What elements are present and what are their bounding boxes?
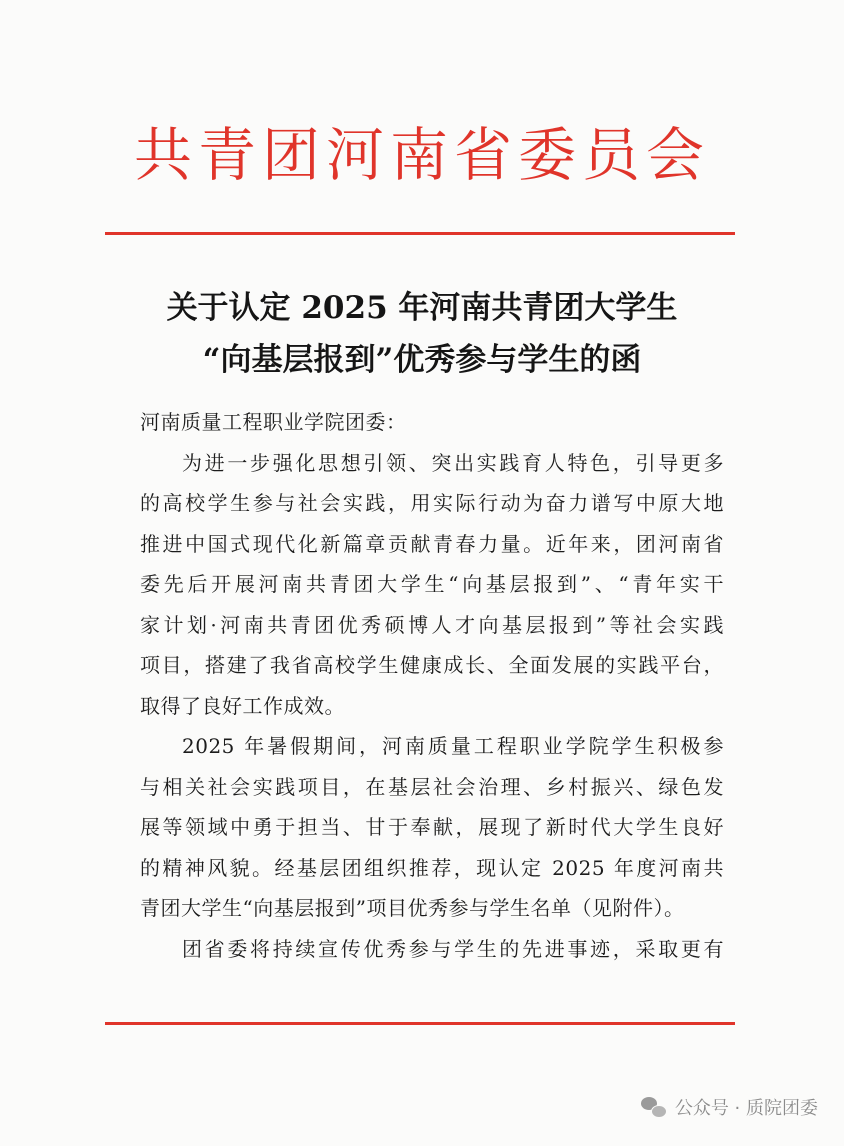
salutation: 河南质量工程职业学院团委：: [140, 410, 407, 434]
paragraph-2-line: 2025 年暑假期间，河南质量工程职业学院学生积极参: [182, 734, 724, 758]
paragraph-1-line: 的高校学生参与社会实践，用实际行动为奋力谱写中原大地: [140, 491, 724, 515]
paragraph-2-line: 展等领域中勇于担当、甘于奉献，展现了新时代大学生良好: [140, 815, 724, 839]
document-title-line: “向基层报到”优秀参与学生的函: [202, 342, 642, 378]
watermark-text: 公众号 · 质院团委: [674, 1098, 818, 1119]
paragraph-1-line: 推进中国式现代化新篇章贡献青春力量。近年来，团河南省: [140, 531, 724, 556]
paragraph-2-line: 的精神风貌。经基层团组织推荐，现认定 2025 年度河南共: [140, 855, 724, 880]
paragraph-3-line: 团省委将持续宣传优秀参与学生的先进事迹，采取更有: [182, 936, 724, 961]
paragraph-1-line: 家计划·河南共青团优秀硕博人才向基层报到”等社会实践: [140, 612, 724, 637]
paragraph-1-line: 取得了良好工作成效。: [140, 693, 345, 718]
paragraph-1-line: 项目，搭建了我省高校学生健康成长、全面发展的实践平台，: [140, 653, 724, 677]
paragraph-1-line: 委先后开展河南共青团大学生“向基层报到”、“青年实干: [140, 572, 724, 596]
document-title: [0, 282, 844, 386]
wechat-watermark: [641, 1094, 818, 1120]
wechat-icon: [641, 1096, 667, 1118]
paragraph-1-line: 为进一步强化思想引领、突出实践育人特色，引导更多: [182, 450, 724, 475]
org-letterhead: 共青团河南省委员会: [133, 121, 710, 189]
paragraph-2-line: 与相关社会实践项目，在基层社会治理、乡村振兴、绿色发: [140, 774, 724, 799]
document-title-line: 关于认定 2025 年河南共青团大学生: [166, 290, 678, 326]
paragraph-2-line: 青团大学生“向基层报到”项目优秀参与学生名单（见附件）。: [140, 896, 685, 920]
page-divider-bottom: [105, 1022, 735, 1025]
letterhead-divider-top: [105, 232, 735, 235]
document-body: [140, 402, 724, 969]
